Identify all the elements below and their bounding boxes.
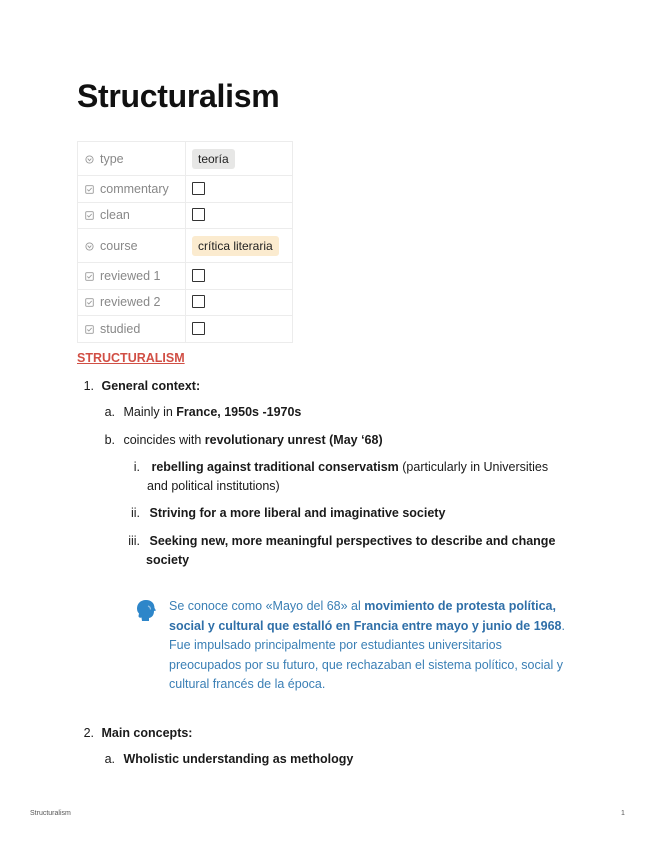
list-item-bold: rebelling against traditional conservatism (151, 460, 399, 474)
property-value[interactable] (186, 142, 293, 176)
checkbox[interactable] (192, 182, 205, 195)
list-number: b. (104, 433, 115, 447)
property-value[interactable] (186, 202, 293, 229)
list-item-bold: Striving for a more liberal and imaginative society (149, 506, 446, 520)
checkbox[interactable] (192, 269, 205, 282)
property-name (78, 263, 186, 290)
property-row (78, 289, 293, 316)
list-item-text: coincides with (123, 433, 205, 447)
property-row (78, 316, 293, 343)
property-name (78, 316, 186, 343)
list-item-bold: revolutionary unrest (May ‘68) (204, 433, 383, 447)
list-number: iii. (128, 534, 140, 548)
checkbox-icon (85, 325, 94, 334)
list-item (82, 376, 200, 396)
property-label: commentary (100, 181, 169, 196)
property-row (78, 176, 293, 203)
callout-block (135, 597, 575, 695)
list-number: a. (104, 752, 115, 766)
property-value[interactable] (186, 263, 293, 290)
callout-text-run: . Fue impulsado principalmente por estudiantes universitarios preocupados por su futuro, que rechazaban el sistema político, social y cultural francés de la época. (169, 618, 565, 691)
properties-table (77, 141, 293, 343)
property-name (78, 229, 186, 263)
property-name (78, 142, 186, 176)
footer-title: Structuralism (30, 810, 71, 817)
list-number: 1. (83, 379, 94, 393)
property-label: reviewed 1 (100, 268, 161, 283)
list-number: a. (104, 405, 115, 419)
list-item (82, 723, 192, 743)
list-item-text: Mainly in (123, 405, 177, 419)
property-row (78, 263, 293, 290)
list-item (128, 503, 445, 523)
checkbox-icon (85, 272, 94, 281)
select-tag[interactable]: crítica literaria (192, 236, 279, 256)
page-number: 1 (621, 810, 625, 817)
checkbox-icon (85, 211, 94, 220)
property-label: reviewed 2 (100, 295, 161, 310)
property-name (78, 289, 186, 316)
select-icon (85, 242, 94, 251)
property-row (78, 142, 293, 176)
property-name (78, 202, 186, 229)
list-item-text: Main concepts: (101, 726, 193, 740)
list-item (104, 749, 353, 769)
list-item (128, 457, 548, 477)
list-item-bold: Wholistic understanding as methology (123, 752, 354, 766)
list-item (104, 402, 301, 422)
list-number: 2. (83, 726, 94, 740)
list-item-continuation (146, 550, 189, 570)
checkbox-icon (85, 185, 94, 194)
property-row (78, 202, 293, 229)
property-value[interactable] (186, 229, 293, 263)
checkbox[interactable] (192, 208, 205, 221)
list-number: i. (133, 460, 140, 474)
property-value[interactable] (186, 176, 293, 203)
property-label: clean (100, 208, 130, 223)
select-tag[interactable]: teoría (192, 149, 235, 169)
list-item-text: (particularly in Universities (398, 460, 549, 474)
list-item-continuation: and political institutions) (147, 479, 280, 493)
select-icon (85, 155, 94, 164)
property-name (78, 176, 186, 203)
list-item-bold: society (146, 553, 190, 567)
callout-text-run: Se conoce como «Mayo del 68» al (169, 599, 365, 613)
list-item (104, 430, 383, 450)
list-item (124, 531, 555, 551)
checkbox-icon (85, 298, 94, 307)
checkbox[interactable] (192, 322, 205, 335)
property-label: studied (100, 321, 141, 336)
list-item-text: General context: (101, 379, 201, 393)
section-heading[interactable]: STRUCTURALISM (77, 351, 185, 365)
checkbox[interactable] (192, 295, 205, 308)
property-row (78, 229, 293, 263)
callout-text (169, 597, 575, 695)
property-value[interactable] (186, 316, 293, 343)
list-item-bold: France, 1950s -1970s (176, 405, 302, 419)
page-title: Structuralism (77, 78, 280, 114)
property-label: course (100, 238, 138, 253)
list-item-bold: Seeking new, more meaningful perspectives to describe and change (149, 534, 556, 548)
callout-text-bold: movimiento de protesta política, social y cultural que estalló en Francia entre mayo y junio de 1968 (169, 599, 562, 633)
speaking-head-icon (135, 599, 157, 623)
property-label: type (100, 151, 124, 166)
list-number: ii. (130, 506, 140, 520)
property-value[interactable] (186, 289, 293, 316)
